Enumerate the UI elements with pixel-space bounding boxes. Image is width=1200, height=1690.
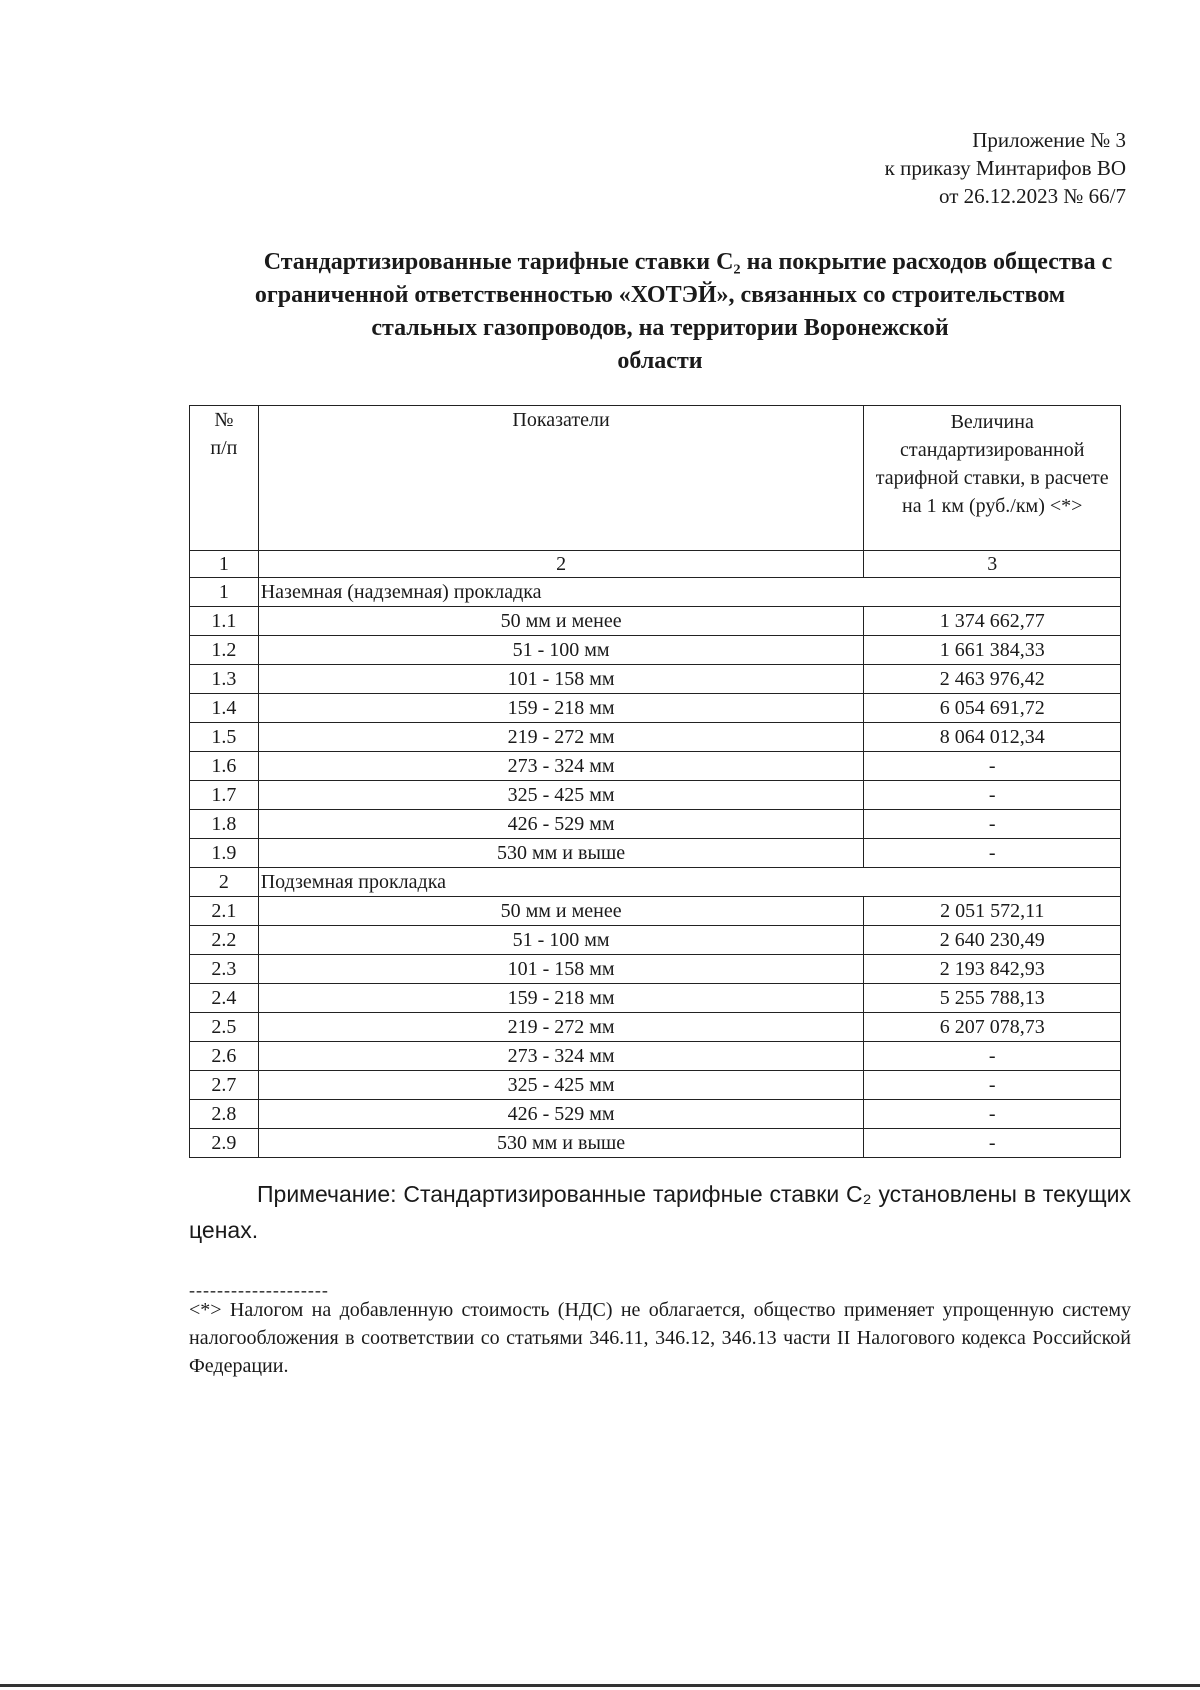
- footnote: <*> Налогом на добавленную стоимость (НДС) не облагается, общество применяет упрощенную систему налогообложения в соответствии со статьями 346.11, 346.12, 346.13 части II Налогового кодекса Российской Федерации.: [189, 1299, 1131, 1377]
- table-row: [190, 781, 1121, 810]
- row-indicator: 51 - 100 мм: [258, 636, 864, 665]
- footnote-separator: --------------------: [189, 1280, 329, 1300]
- note: Примечание: Стандартизированные тарифные ставки С₂ установлены в текущих ценах.: [189, 1181, 1131, 1243]
- table-row: [190, 955, 1121, 984]
- row-number: 1.7: [190, 781, 259, 810]
- row-value: 8 064 012,34: [864, 723, 1121, 752]
- row-indicator: 101 - 158 мм: [258, 665, 864, 694]
- row-value: -: [864, 752, 1121, 781]
- row-value: 2 463 976,42: [864, 665, 1121, 694]
- row-indicator: 51 - 100 мм: [258, 926, 864, 955]
- row-value: -: [864, 1129, 1121, 1158]
- header-number: № п/п: [190, 406, 259, 551]
- row-indicator: 426 - 529 мм: [258, 810, 864, 839]
- row-indicator: 50 мм и менее: [258, 897, 864, 926]
- row-number: 1.3: [190, 665, 259, 694]
- row-number: 2.7: [190, 1071, 259, 1100]
- row-number: 2.1: [190, 897, 259, 926]
- title-main: Стандартизированные тарифные ставки С₂ на покрытие расходов общества с ограниченной ответственностью «ХОТЭЙ», связанных со строительством стальных газопроводов, на территории Воронежской: [254, 249, 1113, 341]
- row-number: 2.3: [190, 955, 259, 984]
- row-number: 2.8: [190, 1100, 259, 1129]
- row-indicator: 273 - 324 мм: [258, 752, 864, 781]
- table-row: [190, 752, 1121, 781]
- row-value: 6 054 691,72: [864, 694, 1121, 723]
- row-number: 2.9: [190, 1129, 259, 1158]
- header-indicators: Показатели: [258, 406, 864, 551]
- tariff-table: [189, 405, 1121, 1158]
- row-value: 2 640 230,49: [864, 926, 1121, 955]
- row-indicator: 325 - 425 мм: [258, 1071, 864, 1100]
- column-number: 1: [190, 551, 259, 578]
- row-value: -: [864, 1100, 1121, 1129]
- row-indicator: 325 - 425 мм: [258, 781, 864, 810]
- row-indicator: 273 - 324 мм: [258, 1042, 864, 1071]
- header-value: Величина стандартизированной тарифной ставки, в расчете на 1 км (руб./км) <*>: [864, 406, 1121, 551]
- table-row: [190, 636, 1121, 665]
- row-indicator: 159 - 218 мм: [258, 694, 864, 723]
- section-row: [190, 578, 1121, 607]
- table-row: [190, 984, 1121, 1013]
- row-value: -: [864, 839, 1121, 868]
- table-row: [190, 1013, 1121, 1042]
- document-title: [200, 246, 1120, 378]
- row-indicator: 219 - 272 мм: [258, 1013, 864, 1042]
- table-row: [190, 1071, 1121, 1100]
- row-value: 2 051 572,11: [864, 897, 1121, 926]
- row-value: 1 661 384,33: [864, 636, 1121, 665]
- table-row: [190, 926, 1121, 955]
- row-number: 2.4: [190, 984, 259, 1013]
- row-value: -: [864, 810, 1121, 839]
- row-indicator: 219 - 272 мм: [258, 723, 864, 752]
- section-number: 2: [190, 868, 259, 897]
- table-row: [190, 839, 1121, 868]
- row-number: 1.9: [190, 839, 259, 868]
- section-label: Наземная (надземная) прокладка: [258, 578, 1120, 607]
- appendix-reference: [526, 126, 1126, 210]
- row-number: 1.5: [190, 723, 259, 752]
- column-number: 2: [258, 551, 864, 578]
- row-value: 6 207 078,73: [864, 1013, 1121, 1042]
- table-row: [190, 665, 1121, 694]
- title-last-line: области: [617, 348, 703, 374]
- row-indicator: 159 - 218 мм: [258, 984, 864, 1013]
- table-row: [190, 810, 1121, 839]
- row-indicator: 50 мм и менее: [258, 607, 864, 636]
- row-indicator: 426 - 529 мм: [258, 1100, 864, 1129]
- appendix-date: от 26.12.2023 № 66/7: [938, 184, 1126, 208]
- table-header-row: [190, 406, 1121, 551]
- row-number: 1.1: [190, 607, 259, 636]
- row-number: 1.4: [190, 694, 259, 723]
- column-number: 3: [864, 551, 1121, 578]
- table-row: [190, 694, 1121, 723]
- row-value: 5 255 788,13: [864, 984, 1121, 1013]
- table-row: [190, 1129, 1121, 1158]
- scan-edge-line: [0, 1684, 1200, 1687]
- row-indicator: 530 мм и выше: [258, 839, 864, 868]
- row-value: -: [864, 781, 1121, 810]
- appendix-order: к приказу Минтарифов ВО: [884, 156, 1126, 180]
- row-value: 1 374 662,77: [864, 607, 1121, 636]
- table-row: [190, 1042, 1121, 1071]
- row-value: 2 193 842,93: [864, 955, 1121, 984]
- column-numbers-row: [190, 551, 1121, 578]
- section-label: Подземная прокладка: [258, 868, 1120, 897]
- row-value: -: [864, 1071, 1121, 1100]
- table-row: [190, 607, 1121, 636]
- table-row: [190, 723, 1121, 752]
- row-indicator: 530 мм и выше: [258, 1129, 864, 1158]
- table-row: [190, 897, 1121, 926]
- row-number: 1.6: [190, 752, 259, 781]
- row-number: 1.2: [190, 636, 259, 665]
- row-number: 1.8: [190, 810, 259, 839]
- row-value: -: [864, 1042, 1121, 1071]
- appendix-number: Приложение № 3: [972, 128, 1126, 152]
- section-row: [190, 868, 1121, 897]
- row-number: 2.5: [190, 1013, 259, 1042]
- row-indicator: 101 - 158 мм: [258, 955, 864, 984]
- section-number: 1: [190, 578, 259, 607]
- table-row: [190, 1100, 1121, 1129]
- row-number: 2.6: [190, 1042, 259, 1071]
- row-number: 2.2: [190, 926, 259, 955]
